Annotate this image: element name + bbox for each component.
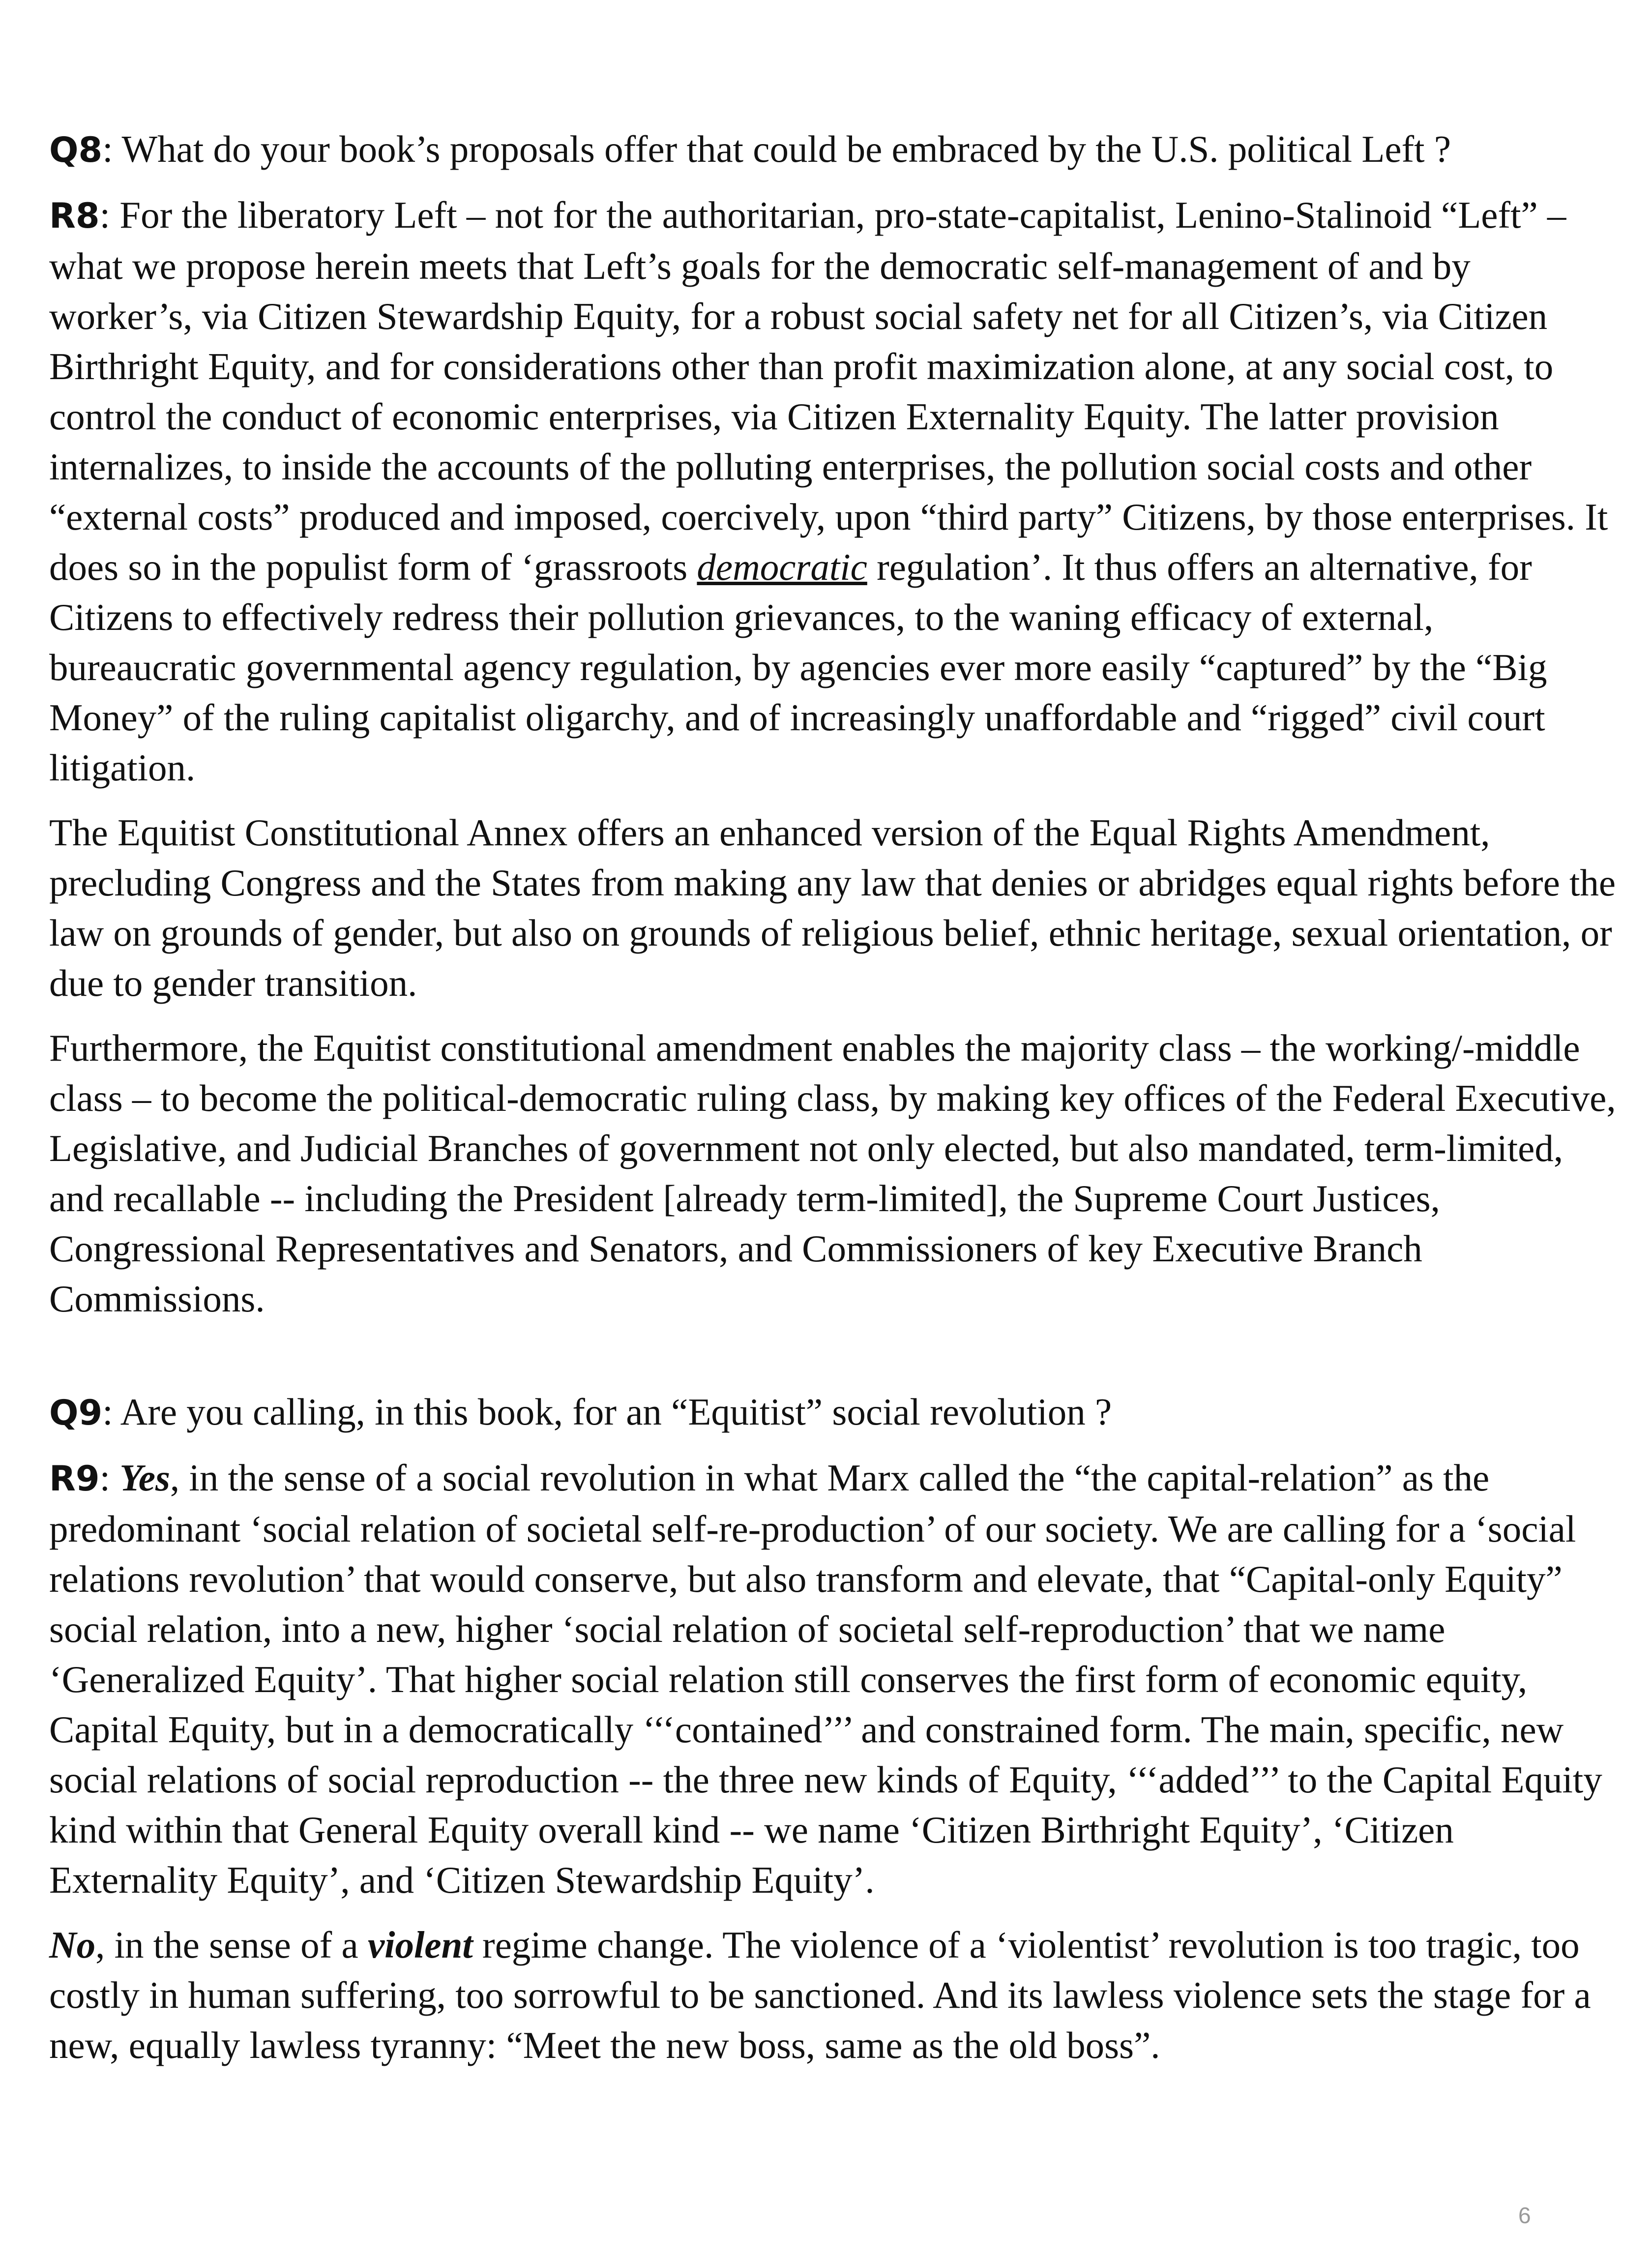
text-q8: : What do your book’s proposals offer that could be embraced by the U.S. political Left ? — [102, 128, 1451, 170]
text-r8-b: regulation’. It thus offers an alternative, for Citizens to effectively redress their pollution grievances, to the waning efficacy of external, bureaucratic governmental agency regulation, by agencies ever more easily “captured” by the “Big Money” of the ruling capitalist oligarchy, and of increasingly unaffordable and “rigged” civil court litigation. — [49, 546, 1547, 789]
text-r8-a: : For the liberatory Left – not for the authoritarian, pro-state-capitalist, Lenino-Stalinoid “Left” – what we propose herein meets that Left’s goals for the democratic self-management of and by worker’s, via Citizen Stewardship Equity, for a robust social safety net for all Citizen’s, via Citizen Birthright Equity, and for considerations other than profit maximization alone, at any social cost, to control the conduct of economic enterprises, via Citizen Externality Equity. The latter provision internalizes, to inside the accounts of the polluting enterprises, the pollution social costs and other “external costs” produced and imposed, coercively, upon “third party” Citizens, by those enterprises. It does so in the populist form of ‘grassroots — [49, 194, 1608, 588]
paragraph-furthermore: Furthermore, the Equitist constitutional amendment enables the majority class – the working/-middle class – to become the political-democratic ruling class, by making key offices of the Federal Executive, Legislative, and Judicial Branches of government not only elected, but also mandated, term-limited, and recallable -- including the President [already term-limited], the Supreme Court Justices, Congressional Representatives and Senators, and Commissioners of key Executive Branch Commissions. — [49, 1027, 1616, 1320]
text-no-b: regime change. The violence of a ‘violentist’ revolution is too tragic, too costly in human suffering, too sorrowful to be sanctioned. And its lawless violence sets the stage for a new, equally lawless tyranny: “Meet the new boss, same as the old boss”. — [49, 1924, 1591, 2066]
label-r8: R8 — [49, 196, 100, 236]
sep-r9: : — [99, 1457, 120, 1499]
text-r9: , in the sense of a social revolution in what Marx called the “the capital-relation” as the predominant ‘social relation of societal self-re-production’ of our society. We are calling for a ‘social relations revolution’ that would conserve, but also transform and elevate, that “Capital-only Equity” social relation, into a new, higher ‘social relation of societal self-reproduction’ that we name ‘Generalized Equity’. That higher social relation still conserves the first form of economic equity, Capital Equity, but in a democratically ‘‘‘contained’’’ and constrained form. The main, specific, new social relations of social reproduction -- the three new kinds of Equity, ‘‘‘added’’’ to the Capital Equity kind within that General Equity overall kind -- we name ‘Citizen Birthright Equity’, ‘Citizen Externality Equity’, and ‘Citizen Stewardship Equity’. — [49, 1457, 1602, 1901]
emph-democratic: democratic — [697, 546, 867, 588]
document-body — [49, 124, 1622, 2085]
response-r9 — [49, 1453, 1622, 1905]
question-q8 — [49, 124, 1622, 175]
emph-no: No — [49, 1924, 96, 1966]
text-q9: : Are you calling, in this book, for an “Equitist” social revolution ? — [102, 1391, 1112, 1433]
page-number: 6 — [1518, 2202, 1531, 2228]
paragraph-era: The Equitist Constitutional Annex offers an enhanced version of the Equal Rights Amendment, precluding Congress and the States from making any law that denies or abridges equal rights before the law on grounds of gender, but also on grounds of religious belief, ethnic heritage, sexual orientation, or due to gender transition. — [49, 811, 1616, 1004]
text-no-a: , in the sense of a — [95, 1924, 368, 1966]
response-r8 — [49, 190, 1622, 793]
label-q9: Q9 — [49, 1393, 103, 1433]
label-q8: Q8 — [49, 130, 103, 170]
question-q9 — [49, 1387, 1622, 1438]
label-r9: R9 — [49, 1458, 100, 1499]
emph-yes: Yes — [119, 1457, 170, 1499]
emph-violent: violent — [367, 1924, 473, 1966]
paragraph-no — [49, 1920, 1622, 2070]
